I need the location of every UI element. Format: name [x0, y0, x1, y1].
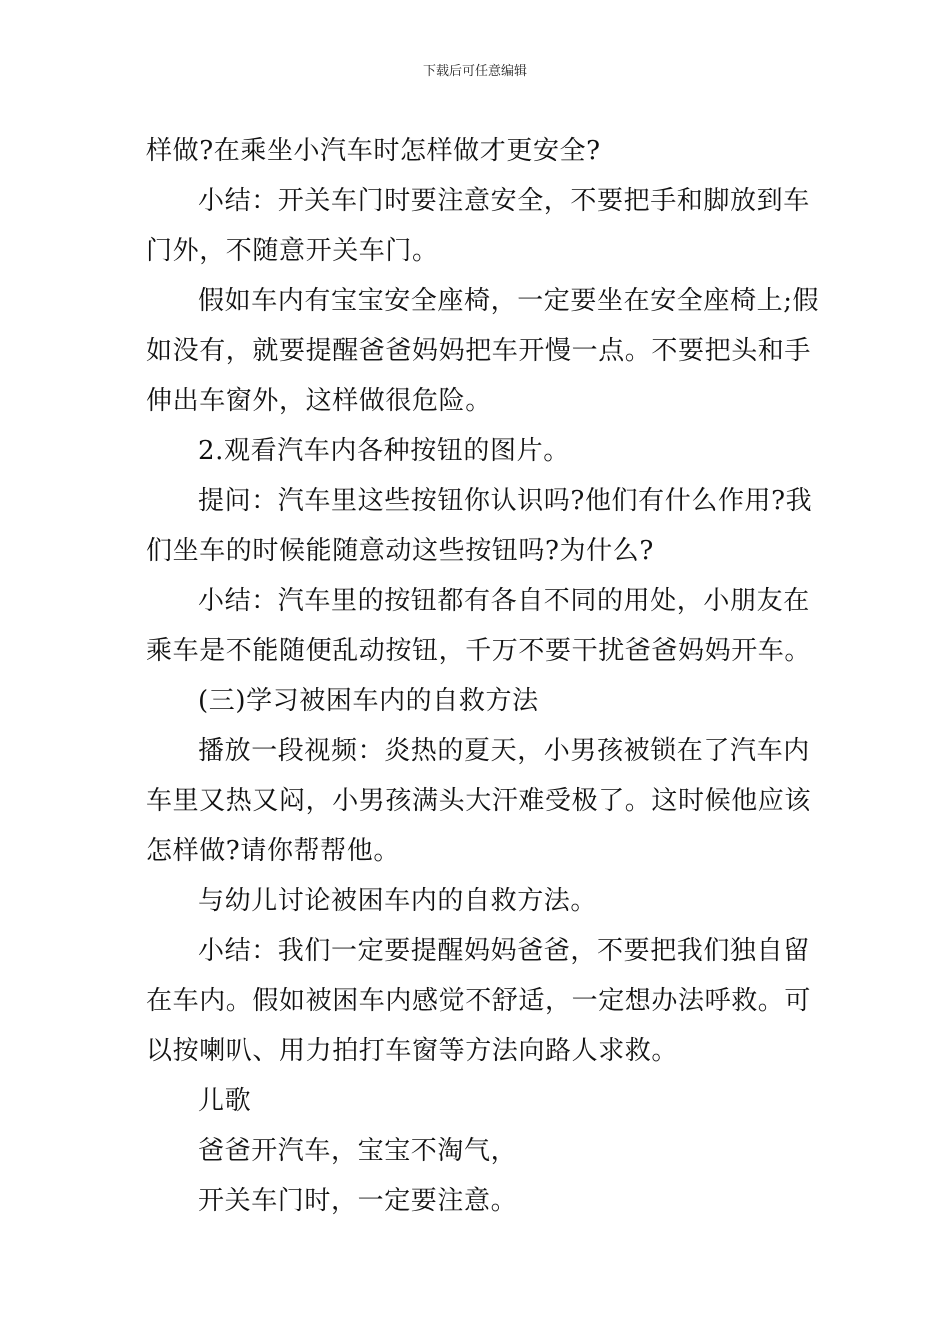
- text-line: 们坐车的时候能随意动这些按钮吗?为什么?: [146, 536, 654, 566]
- text-line: 小结：我们一定要提醒妈妈爸爸，不要把我们独自留: [198, 936, 810, 966]
- text-line: 假如车内有宝宝安全座椅，一定要坐在安全座椅上;假: [198, 286, 820, 316]
- text-line: (三)学习被困车内的自救方法: [198, 686, 539, 716]
- text-line: 小结：汽车里的按钮都有各自不同的用处，小朋友在: [198, 586, 810, 616]
- text-line: 样做?在乘坐小汽车时怎样做才更安全?: [146, 136, 601, 166]
- text-line: 车里又热又闷，小男孩满头大汗难受极了。这时候他应该: [146, 786, 812, 816]
- text-line: 伸出车窗外，这样做很危险。: [146, 386, 492, 416]
- text-line: 以按喇叭、用力拍打车窗等方法向路人求救。: [146, 1036, 679, 1066]
- text-line: 播放一段视频：炎热的夏天，小男孩被锁在了汽车内: [198, 736, 810, 766]
- text-line: 怎样做?请你帮帮他。: [146, 836, 400, 866]
- text-line: 小结：开关车门时要注意安全，不要把手和脚放到车: [198, 186, 810, 216]
- text-line: 开关车门时，一定要注意。: [198, 1186, 518, 1216]
- text-line: 提问：汽车里这些按钮你认识吗?他们有什么作用?我: [198, 486, 813, 516]
- text-line: 爸爸开汽车，宝宝不淘气，: [198, 1136, 518, 1166]
- text-line: 如没有，就要提醒爸爸妈妈把车开慢一点。不要把头和手: [146, 336, 812, 366]
- text-line: 在车内。假如被困车内感觉不舒适，一定想办法呼救。可: [146, 986, 812, 1016]
- text-line: 2.观看汽车内各种按钮的图片。: [198, 436, 570, 466]
- page-header: 下载后可任意编辑: [422, 64, 527, 79]
- text-line: 与幼儿讨论被困车内的自救方法。: [198, 886, 598, 916]
- text-line: 乘车是不能随便乱动按钮，千万不要干扰爸爸妈妈开车。: [146, 636, 812, 666]
- text-line: 儿歌: [198, 1086, 252, 1116]
- text-line: 门外，不随意开关车门。: [146, 236, 439, 266]
- document-body: [146, 126, 820, 1226]
